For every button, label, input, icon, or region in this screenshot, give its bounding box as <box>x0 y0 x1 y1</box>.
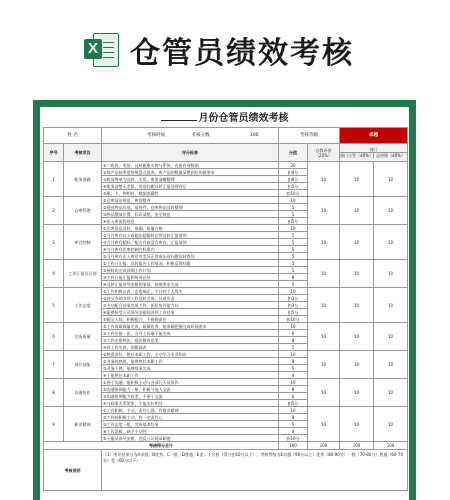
page-title: 仓管员绩效考核 <box>130 36 354 71</box>
col-std: 评分标准 <box>102 144 279 162</box>
criteria-text: ④不能胜任本职工作 <box>102 372 279 379</box>
criteria-score: 8 <box>279 274 308 281</box>
supervisor-score[interactable]: 10 <box>340 288 374 323</box>
criteria-score: 6 <box>279 393 308 400</box>
section-no: 2 <box>44 197 64 225</box>
criteria-score: 5 <box>279 211 308 218</box>
criteria-score: 6 <box>279 330 308 337</box>
section-no: 9 <box>44 407 64 442</box>
col-dept-group: 部门 部门主管（40%） 总经理（40%） <box>340 144 408 162</box>
manager-score[interactable]: 10 <box>374 197 408 225</box>
criteria-text: ④当月库存比率控制在标准内 <box>102 246 279 253</box>
criteria-score: 5 <box>279 232 308 239</box>
criteria-text: ①仓库清洁规范、库容整齐 <box>102 197 279 204</box>
section-no: 8 <box>44 379 64 407</box>
criteria-text: ①工作日汇报：及时报告工作情况，积极反馈问题 <box>102 260 279 267</box>
excel-icon: X <box>84 31 118 69</box>
criteria-score: 扣5分 <box>279 183 308 190</box>
criteria-score: 8 <box>279 358 308 365</box>
criteria-text: ①：收货、发货、及时做账实物与系统、直接有效数据 <box>102 162 279 169</box>
criteria-score: 20 <box>279 162 308 169</box>
note-text: （1）考评结果分为A卓越、B优秀、C一般、D普通、E差；不合格（得分在60分以下），考核等级为E卓越（90分以上）优秀（80-90分）一般（70-80分）普通（60-70分）差（60分以下） <box>102 450 408 491</box>
criteria-text: ②业务较熟练，能够胜任本职工作 <box>102 358 279 365</box>
table-row <box>44 197 408 204</box>
criteria-score: 10 <box>279 323 308 330</box>
level-label: 考核等级 <box>279 128 340 144</box>
criteria-score: 扣5分 <box>279 309 308 316</box>
criteria-text: ②按时的完成预期工作计划 <box>102 267 279 274</box>
criteria-score: 8 <box>279 386 308 393</box>
manager-score[interactable]: 10 <box>374 288 408 323</box>
name-label: 姓 名 <box>44 128 102 144</box>
criteria-text: ⑤当月库存出入库比对差异正常或出现问题及时查处 <box>102 253 279 260</box>
supervisor-score[interactable]: 10 <box>340 260 374 288</box>
criteria-text: ①熟悉岗位，胜任本职工作，主动学习专业知识 <box>102 351 279 358</box>
criteria-text: ④出入库流程规范 <box>102 218 279 225</box>
self-score[interactable]: 10 <box>308 288 340 323</box>
level-value: 卓越 <box>340 128 408 144</box>
criteria-text: ①出库货品及时，准确、质量合格 <box>102 225 279 232</box>
supervisor-score[interactable]: 10 <box>340 379 374 407</box>
self-score[interactable]: 10 <box>308 260 340 288</box>
manager-score[interactable]: 10 <box>374 260 408 288</box>
criteria-score: 10 <box>279 225 308 232</box>
section-name: 仓库管理 <box>64 197 102 225</box>
criteria-score: 10 <box>279 288 308 295</box>
criteria-score: 扣3分 <box>279 295 308 302</box>
manager-score[interactable]: 10 <box>374 351 408 379</box>
criteria-text: ③收货签单为及时、无误、账务清晰整理 <box>102 176 279 183</box>
criteria-text: ⑤顾全大局、积极配合，不推脱责任 <box>102 316 279 323</box>
criteria-text: ④能够接受公司领导安排的各项工作任务 <box>102 309 279 316</box>
supervisor-score[interactable]: 10 <box>340 162 374 197</box>
section-name: 职业精神 <box>64 407 102 442</box>
criteria-score: 5 <box>279 365 308 372</box>
document-frame <box>33 100 416 500</box>
criteria-score: 8 <box>279 337 308 344</box>
criteria-text: ③业务不熟，能够简单完成 <box>102 365 279 372</box>
form-sheet <box>40 107 409 500</box>
criteria-score: 10 <box>279 379 308 386</box>
section-name: 工作汇报及计划 <box>64 260 102 288</box>
self-score[interactable]: 10 <box>308 351 340 379</box>
criteria-score: 5 <box>279 204 308 211</box>
criteria-score: 5 <box>279 344 308 351</box>
criteria-score: 5 <box>279 281 308 288</box>
table-row <box>44 379 408 386</box>
total-self: 100 <box>308 442 340 450</box>
criteria-score: 0 <box>279 372 308 379</box>
criteria-text: ⑤账、卡、物相符，数据准确性 <box>102 190 279 197</box>
section-no: 1 <box>44 162 64 197</box>
appraisal-table <box>43 127 408 491</box>
criteria-score: 扣5分 <box>279 400 308 407</box>
self-score[interactable]: 10 <box>308 323 340 351</box>
criteria-text: ④对工作失误，知错就改 <box>102 344 279 351</box>
section-no: 6 <box>44 323 64 351</box>
section-name: 完成质量 <box>64 323 102 351</box>
self-score[interactable]: 10 <box>308 379 340 407</box>
criteria-text: ③沟通协调能力较差，不善于交流 <box>102 393 279 400</box>
criteria-score: 5 <box>279 246 308 253</box>
self-score[interactable]: 10 <box>308 162 340 197</box>
criteria-score: 5 <box>279 267 308 274</box>
section-no: 7 <box>44 351 64 379</box>
note-row <box>44 450 408 491</box>
criteria-text: ②规范物品存放，易耗件、仓库物品及时整理 <box>102 204 279 211</box>
table-row <box>44 288 408 295</box>
criteria-text: ③当月库存超标，配合月底盘点库存、汇报请领 <box>102 239 279 246</box>
criteria-text: ④工作消极，缺乏主动性 <box>102 428 279 435</box>
supervisor-score[interactable]: 10 <box>340 323 374 351</box>
criteria-score: 0 <box>279 428 308 435</box>
section-name: 帐务准确 <box>64 162 102 197</box>
section-name: 沟通协作 <box>64 379 102 407</box>
section-name: 岗位技能 <box>64 351 102 379</box>
criteria-text: ②每产品按季度按照盘点报表，库产品的数量清楚到位的做要求 <box>102 169 279 176</box>
criteria-score: 扣10分 <box>279 190 308 197</box>
manager-score[interactable]: 10 <box>374 407 408 442</box>
criteria-text: ③工作态度一般，完成基本任务 <box>102 421 279 428</box>
total-manager: 100 <box>374 442 408 450</box>
col-item: 考核项目 <box>64 144 102 162</box>
section-no: 3 <box>44 225 64 260</box>
self-score[interactable]: 10 <box>308 197 340 225</box>
criteria-score: 8 <box>279 414 308 421</box>
manager-score[interactable]: 10 <box>374 162 408 197</box>
criteria-score: 10 <box>279 197 308 204</box>
total-row <box>44 442 408 450</box>
section-name: 工作态度 <box>64 288 102 323</box>
total-supervisor: 100 <box>340 442 374 450</box>
manager-score[interactable]: 10 <box>374 379 408 407</box>
table-row <box>44 260 408 267</box>
criteria-text: ①工作积极、主动、责任心强，有敬业精神 <box>102 407 279 414</box>
criteria-text: ④与同事关系紧张，不能友好相处 <box>102 400 279 407</box>
manager-score[interactable]: 10 <box>374 225 408 260</box>
total-score: 100 <box>279 442 308 450</box>
criteria-text: ②当月库存以下或超出超限时必须及时汇报请领 <box>102 232 279 239</box>
section-name: 库存控制 <box>64 225 102 260</box>
table-row <box>44 162 408 169</box>
criteria-text: ②沟通协调能力一般，积极与他人交流 <box>102 386 279 393</box>
col-self: 自我评价（20%） <box>308 144 340 162</box>
criteria-text: ①善于沟通，能积极主动与各部门人员协作 <box>102 379 279 386</box>
criteria-text: ②对交办的各项工作及时完成，认真负责 <box>102 295 279 302</box>
self-score[interactable]: 10 <box>308 407 340 442</box>
form-title: 月份仓管员绩效考核 <box>40 109 409 127</box>
manager-score[interactable]: 10 <box>374 323 408 351</box>
table-row <box>44 407 408 414</box>
criteria-text: ②工作较积极主动，有一定责任心 <box>102 414 279 421</box>
criteria-text: ④及时汇报领导安排的事情，按照要求完成 <box>102 281 279 288</box>
criteria-score: 扣10分 <box>279 435 308 442</box>
supervisor-score[interactable]: 10 <box>340 225 374 260</box>
criteria-score: 5 <box>279 260 308 267</box>
criteria-score: 5 <box>279 253 308 260</box>
table-row <box>44 351 408 358</box>
col-seq: 序号 <box>44 144 64 162</box>
criteria-score: 扣10分 <box>279 316 308 323</box>
criteria-text: ⑤不服从领导安排，违反公司规章制度 <box>102 435 279 442</box>
criteria-text: ③工作出错两次，提出整改意见 <box>102 337 279 344</box>
criteria-text: ②工作出错一次，当月工作量不能完成 <box>102 330 279 337</box>
supervisor-score[interactable]: 10 <box>340 351 374 379</box>
criteria-text: ①工作保质保量完成，质量优秀，能准确把握完成时间要求 <box>102 323 279 330</box>
total-label: 考核得分合计 <box>44 442 279 450</box>
criteria-score: 5 <box>279 421 308 428</box>
col-score: 分值 <box>279 144 308 162</box>
criteria-score: 10 <box>279 407 308 414</box>
criteria-score: 10 <box>279 351 308 358</box>
table-row <box>44 323 408 330</box>
period-field: 考核时间 考核分数 100 <box>102 128 279 144</box>
supervisor-score[interactable]: 10 <box>340 407 374 442</box>
criteria-score: 扣4分 <box>279 169 308 176</box>
note-label: 考核说明 <box>44 450 102 491</box>
criteria-text: ③主动配合同事完成工作，团队协作能力好 <box>102 302 279 309</box>
criteria-score: 扣5分 <box>279 218 308 225</box>
criteria-text: ①工作积极认真，态度端正，不计较个人得失 <box>102 288 279 295</box>
table-row <box>44 225 408 232</box>
supervisor-score[interactable]: 10 <box>340 197 374 225</box>
criteria-score: 5 <box>279 239 308 246</box>
criteria-text: ③工作日报汇报和每周总结 <box>102 274 279 281</box>
section-no: 5 <box>44 288 64 323</box>
criteria-score: 扣3分 <box>279 302 308 309</box>
criteria-score: 扣8分 <box>279 176 308 183</box>
section-no: 4 <box>44 260 64 288</box>
criteria-text: ③物品摆放位置、标识清楚、安全规范 <box>102 211 279 218</box>
self-score[interactable]: 10 <box>308 225 340 260</box>
page-header <box>0 0 450 100</box>
criteria-text: ④账务清楚无差错，发现问题及时汇报处理登记 <box>102 183 279 190</box>
